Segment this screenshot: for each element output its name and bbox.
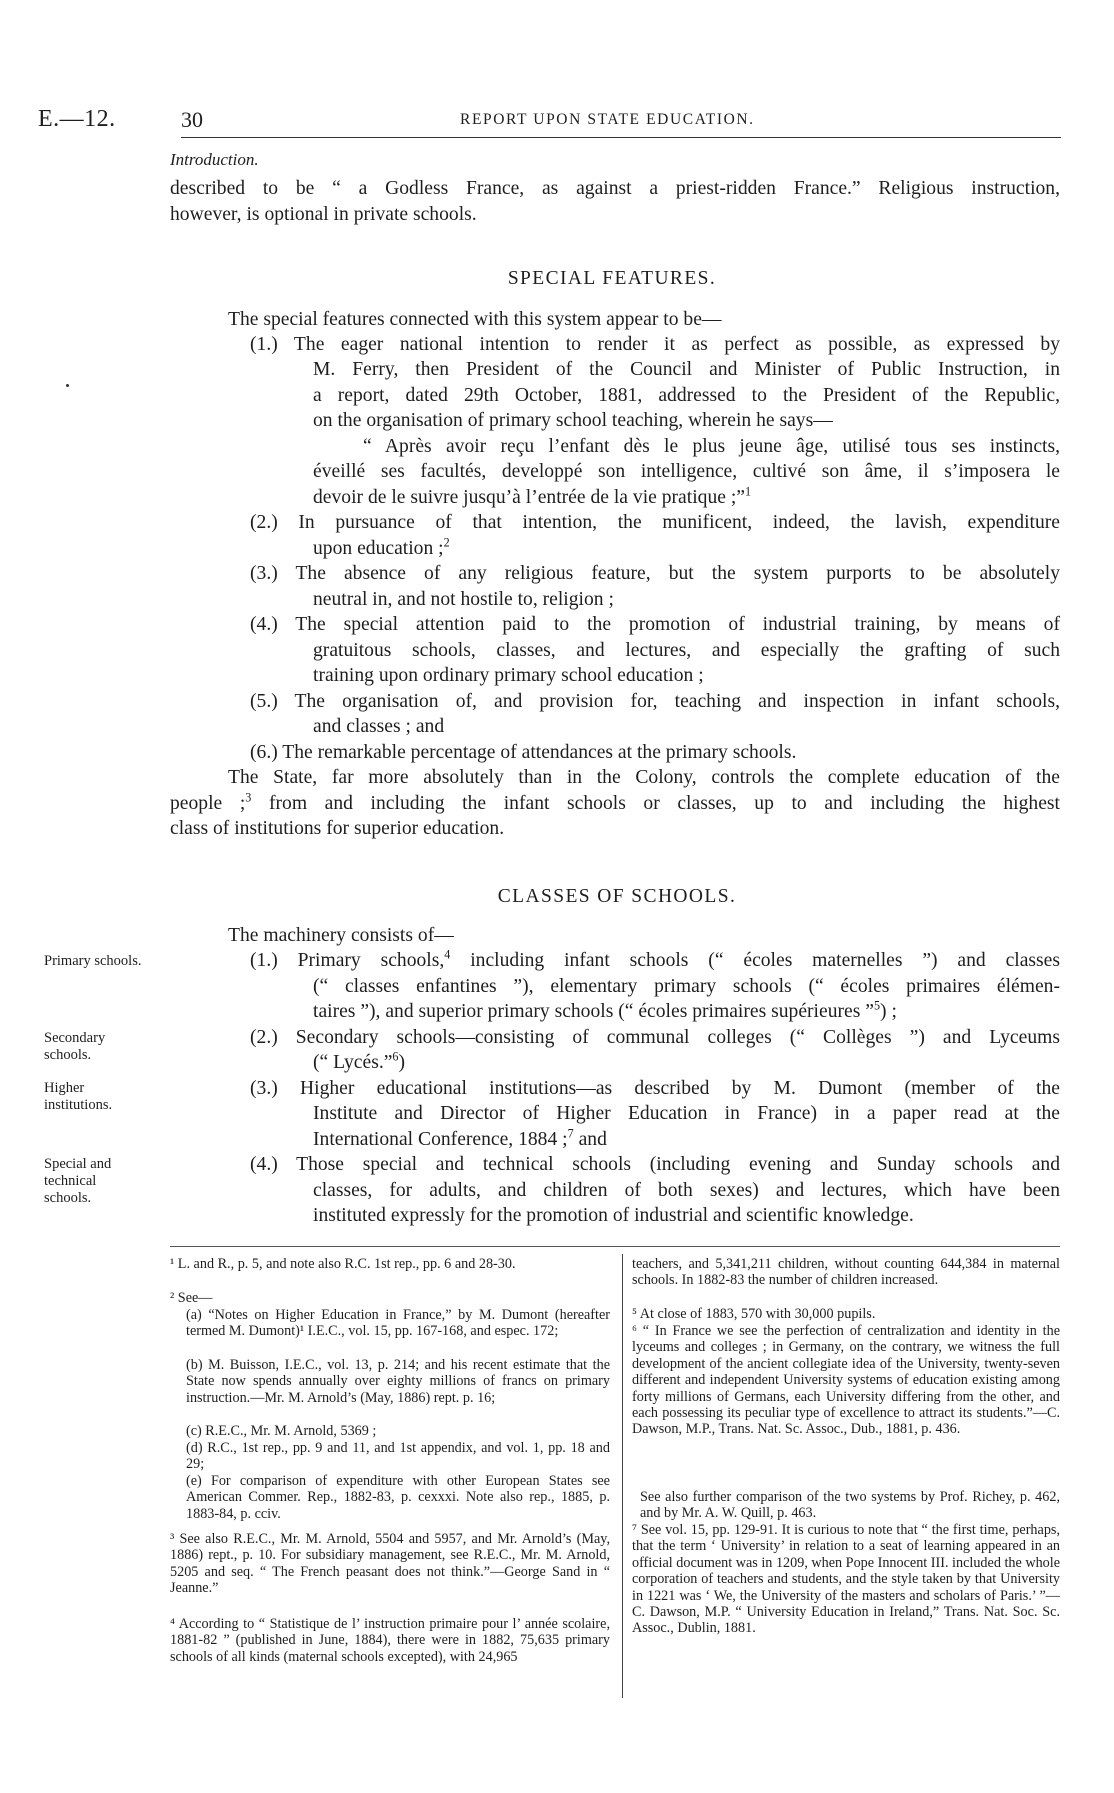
margin-note-secondary: Secondary schools.: [44, 1030, 106, 1063]
header-rule: [181, 137, 1061, 138]
class-item-3-line-3: [313, 1127, 607, 1152]
class-item-2-text-a: (“ Lycés.”: [313, 1052, 393, 1073]
class-item-3-line-2: Institute and Director of Higher Education in France) in a paper read at the: [313, 1103, 1060, 1124]
special-item-3-line-2: neutral in, and not hostile to, religion ;: [313, 589, 614, 610]
footnote-7: ⁷ See vol. 15, pp. 129-91. It is curious to note that “ the first time, perhaps, that the term ‘ University’ in relation to a seat of learning appeared in an official document was in 1209, when Pope Innocent III. included the whole corporation of teachers and students, and the style taken by that University in 1221 was ‘ We, the University of the masters and scholars of Paris.’ ”—C. Dawson, M.P. “ University Education in Ireland,” Trans. Nat. Soc. Sc. Assoc., Dublin, 1881.: [632, 1522, 1061, 1637]
special-item-3-line-1: (3.) The absence of any religious feature, but the system purports to be absolutely: [250, 563, 1060, 584]
footnote-ref-5: 5: [873, 998, 881, 1013]
special-item-4-line-2: gratuitous schools, classes, and lectures, and especially the grafting of such: [313, 640, 1060, 661]
classes-heading: CLASSES OF SCHOOLS.: [497, 886, 737, 907]
footnote-column-divider: [622, 1254, 623, 1698]
footnote-ref-3: 3: [245, 790, 252, 805]
special-item-1-line-3: a report, dated 29th October, 1881, addressed to the President of the Republic,: [313, 385, 1060, 406]
running-head: Introduction.: [170, 150, 259, 169]
state-para-line-3: class of institutions for superior education.: [170, 818, 505, 839]
footnote-4: ⁴ According to “ Statistique de l’ instruction primaire pour l’ année scolaire, 1881-82 ” (published in June, 1884), there were in 1882, 75,635 primary schools of all kinds (maternal schools excepted), with 24,965: [170, 1616, 610, 1665]
margin-note-higher: Higher institutions.: [44, 1080, 113, 1113]
footnote-2e: (e) For comparison of expenditure with other European States see American Commer. Rep., 1882-83, p. cexxxi. Note also rep., 1885, p. 1883-84, p. cciv.: [186, 1473, 610, 1522]
special-item-6: (6.) The remarkable percentage of attendances at the primary schools.: [250, 742, 797, 763]
special-item-2-text: upon education ;: [313, 538, 444, 559]
page-number: 30: [181, 107, 203, 132]
class-item-4-line-3: instituted expressly for the promotion of industrial and scientific knowledge.: [313, 1205, 914, 1226]
special-features-heading: SPECIAL FEATURES.: [507, 268, 717, 289]
special-item-2-line-1: (2.) In pursuance of that intention, the munificent, indeed, the lavish, expenditure: [250, 512, 1060, 533]
document-code: E.—12.: [38, 106, 116, 132]
special-lead: The special features connected with this system appear to be—: [228, 309, 722, 330]
quote-line-2: éveillé ses facultés, developpé son intelligence, cultivé son âme, il s’imposera le: [313, 461, 1060, 482]
classes-lead: The machinery consists of—: [228, 925, 454, 946]
class-item-1-line-1: [250, 948, 1060, 973]
class-item-2-line-1: (2.) Secondary schools—consisting of communal colleges (“ Collèges ”) and Lyceums: [250, 1027, 1060, 1048]
special-item-4-line-3: training upon ordinary primary school education ;: [313, 665, 704, 686]
class-item-3-text-b: and: [573, 1129, 607, 1150]
class-item-1-line-2: (“ classes enfantines ”), elementary primary schools (“ écoles primaires élémen-: [313, 976, 1060, 997]
special-item-2-line-2: [313, 536, 450, 561]
intro-line-1: described to be “ a Godless France, as against a priest-ridden France.” Religious instruction,: [170, 178, 1060, 199]
margin-note-special: Special and technical schools.: [44, 1156, 112, 1206]
state-para-line-1: The State, far more absolutely than in the Colony, controls the complete education of the: [228, 767, 1060, 788]
class-item-4-line-1: (4.) Those special and technical schools (including evening and Sunday schools and: [250, 1154, 1060, 1175]
footnote-6-see-also: See also further comparison of the two systems by Prof. Richey, p. 462, and by Mr. A. W. Quill, p. 463.: [640, 1489, 1060, 1522]
footnote-3: ³ See also R.E.C., Mr. M. Arnold, 5504 and 5957, and Mr. Arnold’s (May, 1886) rept., p. 10. For subsidiary management, see R.E.C., Mr. M. Arnold, 5205 and seq. “ The French peasant does not think.”—George Sand in “ Jeanne.”: [170, 1531, 610, 1597]
footnote-4-continued: teachers, and 5,341,211 children, without counting 644,384 in maternal schools. In 1882-83 the number of children increased.: [632, 1256, 1060, 1289]
footnote-ref-1: 1: [744, 484, 752, 499]
class-item-2-line-2: [313, 1050, 405, 1075]
class-item-2-text-b: ): [398, 1052, 406, 1073]
footnote-6: ⁶ “ In France we see the perfection of centralization and identity in the lyceums and colleges ; in Germany, on the contrary, we witness the full development of the ancient collegiate idea of the University, twenty-seven different and independent University systems of education existing among forty millions of Germans, each University differing from the other, and each possessing its peculiar type of excellence to attract its students.”—C. Dawson, M.P., Trans. Nat. Sc. Assoc., Dub., 1881, p. 436.: [632, 1323, 1060, 1438]
state-para-line-2: [170, 791, 1060, 816]
footnote-2a: (a) “Notes on Higher Education in France,” by M. Dumont (hereafter termed M. Dumont)¹ I.E.C., vol. 15, pp. 167-168, and espec. 172;: [186, 1307, 610, 1340]
special-item-5-line-2: and classes ; and: [313, 716, 445, 737]
footnote-2b: (b) M. Buisson, I.E.C., vol. 13, p. 214; and his recent estimate that the State now spends annually over eighty millions of francs on primary instruction.—Mr. M. Arnold’s (May, 1886) rept. p. 16;: [186, 1357, 610, 1406]
special-item-1-line-2: M. Ferry, then President of the Council and Minister of Public Instruction, in: [313, 359, 1060, 380]
footnote-1: ¹ L. and R., p. 5, and note also R.C. 1st rep., pp. 6 and 28-30.: [170, 1256, 516, 1272]
class-item-1-text-b: including infant schools (“ écoles maternelles ”) and classes: [450, 950, 1060, 971]
print-speck: [66, 384, 69, 387]
class-item-3-line-1: (3.) Higher educational institutions—as described by M. Dumont (member of the: [250, 1078, 1060, 1099]
footnote-ref-4: 4: [444, 947, 451, 962]
class-item-4-line-2: classes, for adults, and children of both sexes) and lectures, which have been: [313, 1180, 1060, 1201]
footnote-rule: [170, 1246, 1060, 1247]
margin-note-primary: Primary schools.: [44, 953, 142, 969]
special-item-4-line-1: (4.) The special attention paid to the promotion of industrial training, by means of: [250, 614, 1060, 635]
running-title: REPORT UPON STATE EDUCATION.: [460, 111, 755, 128]
intro-line-2: however, is optional in private schools.: [170, 204, 477, 225]
special-item-1-line-1: (1.) The eager national intention to render it as perfect as possible, as expressed by: [250, 334, 1060, 355]
footnote-ref-7: 7: [567, 1126, 574, 1141]
class-item-1-line-3: [313, 999, 897, 1024]
class-item-1-text-d: ) ;: [880, 1001, 897, 1022]
class-item-3-text-a: International Conference, 1884 ;: [313, 1129, 568, 1150]
class-item-1-text-c: taires ”), and superior primary schools (“ écoles primaires supérieures ”: [313, 1001, 874, 1022]
quote-text: devoir de le suivre jusqu’à l’entrée de la vie pratique ;”: [313, 487, 745, 508]
footnote-2d: (d) R.C., 1st rep., pp. 9 and 11, and 1st appendix, and vol. 1, pp. 18 and 29;: [186, 1440, 610, 1473]
state-para-text-a: people ;: [170, 793, 246, 814]
state-para-text-b: from and including the infant schools or classes, up to and including the highest: [251, 793, 1060, 814]
footnote-ref-2: 2: [443, 535, 450, 550]
special-item-5-line-1: (5.) The organisation of, and provision for, teaching and inspection in infant schools,: [250, 691, 1060, 712]
quote-line-3: [313, 485, 751, 510]
footnote-2-lead: ² See—: [170, 1290, 213, 1306]
quote-line-1: “ Après avoir reçu l’enfant dès le plus jeune âge, utilisé tous ses instincts,: [363, 436, 1060, 457]
footnote-ref-6: 6: [392, 1049, 399, 1064]
class-item-1-text-a: (1.) Primary schools,: [250, 950, 445, 971]
footnote-5: ⁵ At close of 1883, 570 with 30,000 pupils.: [632, 1306, 876, 1322]
special-item-1-line-4: on the organisation of primary school teaching, wherein he says—: [313, 410, 833, 431]
footnote-2c: (c) R.E.C., Mr. M. Arnold, 5369 ;: [186, 1423, 377, 1439]
